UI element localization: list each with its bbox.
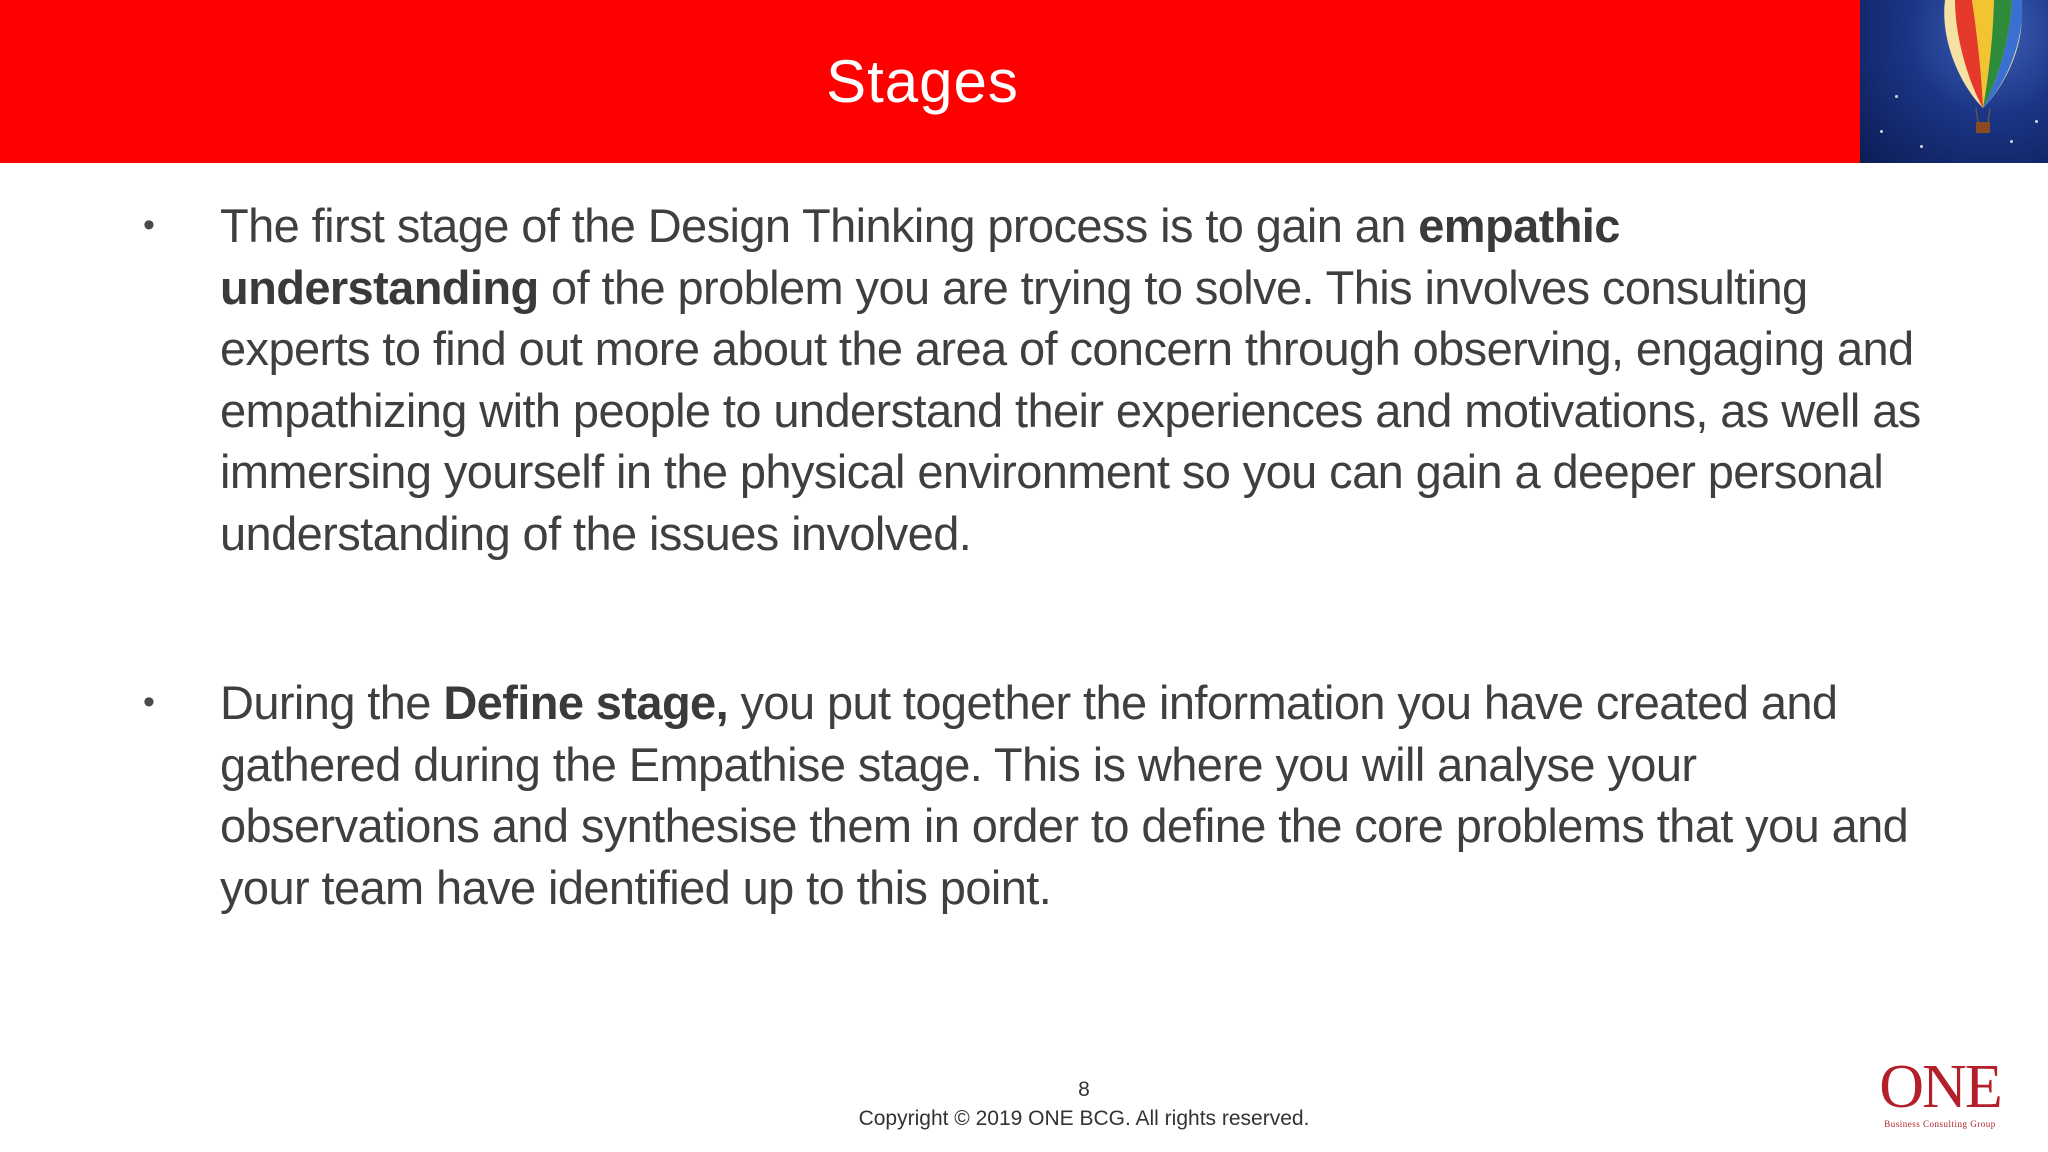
balloon-icon xyxy=(1860,0,2048,163)
hot-air-balloon-image xyxy=(1860,0,2048,163)
bullet-paragraph xyxy=(220,672,1950,918)
bullet-item-define xyxy=(143,672,1950,918)
bullet-list xyxy=(0,195,2048,918)
company-logo xyxy=(1860,1055,2020,1135)
bullet-bold-phrase: Define stage, xyxy=(443,676,729,729)
bullet-symbol: • xyxy=(143,683,155,721)
logo-wordmark: ONE xyxy=(1879,1053,2001,1121)
bullet-spacer xyxy=(0,564,2048,672)
bullet-text-start: The first stage of the Design Thinking process is to gain an xyxy=(220,199,1419,252)
bullet-bold-phrase: empathic understanding xyxy=(220,199,1620,314)
bullet-text-rest: of the problem you are trying to solve. This involves consulting experts to find out more about the area of concern through observing, engaging and empathizing with people to understand their experiences and motivations, as well as immersing yourself in the physical environment so you can gain a deeper personal understanding of the issues involved. xyxy=(220,260,1921,560)
bullet-text-start: During the xyxy=(220,676,444,729)
copyright-notice: Copyright © 2019 ONE BCG. All rights reserved. xyxy=(858,1107,1310,1130)
logo-tagline: Business Consulting Group xyxy=(1884,1119,1996,1129)
page-number: 8 xyxy=(1078,1078,1090,1101)
bullet-symbol: • xyxy=(143,206,155,244)
bullet-text-rest: you put together the information you have created and gathered during the Empathise stage. This is where you will analyse your observations and synthesise them in order to define the core problems that you and your team have identified up to this point. xyxy=(220,676,1909,914)
bullet-paragraph xyxy=(220,195,1950,564)
slide-title: Stages xyxy=(826,48,1019,115)
bullet-item-empathise xyxy=(143,195,1950,564)
